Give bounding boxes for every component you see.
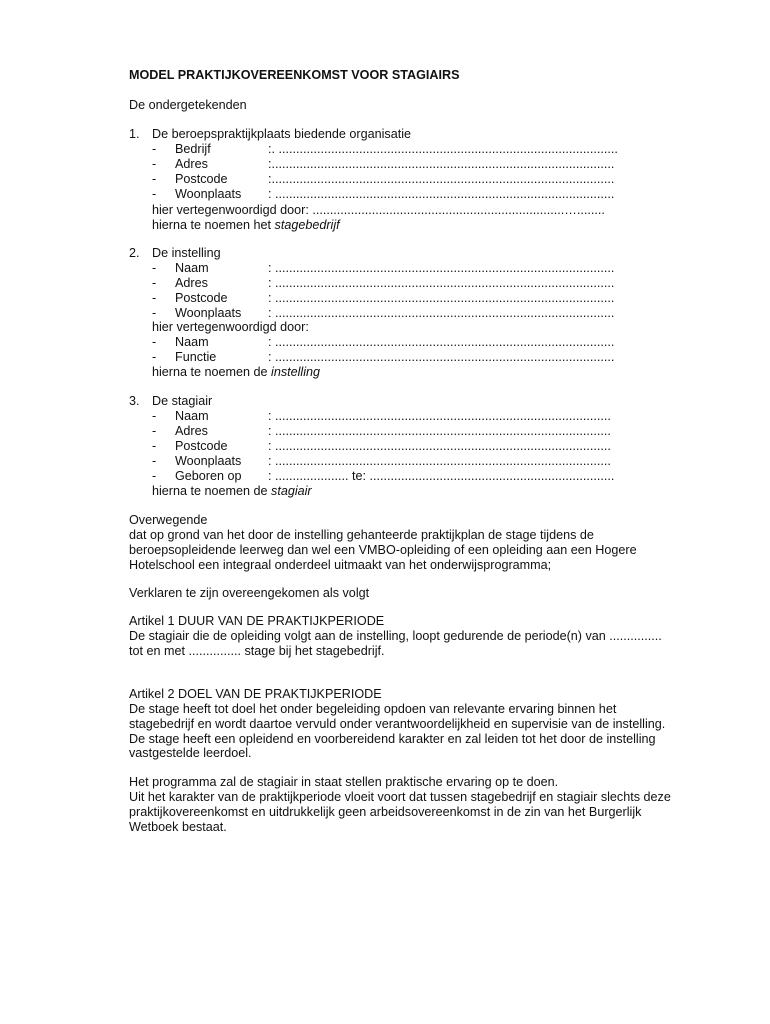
dash-bullet: - xyxy=(152,350,157,364)
field-label: Postcode xyxy=(175,439,228,453)
field-label: Postcode xyxy=(175,172,228,186)
dash-bullet: - xyxy=(152,157,157,171)
paragraph-line: De stagiair die de opleiding volgt aan de instelling, loopt gedurende de periode(n) van ............... xyxy=(129,629,662,643)
dash-bullet: - xyxy=(152,454,157,468)
field-fill-line: : ................................................................................................ xyxy=(268,454,611,468)
field-label: Naam xyxy=(175,335,209,349)
paragraph-line: Hotelschool een integraal onderdeel uitmaakt van het onderwijsprogramma; xyxy=(129,558,552,572)
paragraph-line: Wetboek bestaat. xyxy=(129,820,227,834)
field-fill-line: : ................................................................................................ xyxy=(268,439,611,453)
field-label: Postcode xyxy=(175,291,228,305)
dash-bullet: - xyxy=(152,187,157,201)
field-label: Functie xyxy=(175,350,217,364)
document-title: MODEL PRAKTIJKOVEREENKOMST VOOR STAGIAIRS xyxy=(129,68,460,82)
paragraph-line: Uit het karakter van de praktijkperiode vloeit voort dat tussen stagebedrijf en stagiair slechts deze xyxy=(129,790,671,804)
party-1-number: 1. xyxy=(129,127,140,141)
dash-bullet: - xyxy=(152,291,157,305)
field-fill-line: : ................................................................................................. xyxy=(268,261,615,275)
alias-term: stagiair xyxy=(271,484,312,498)
dash-bullet: - xyxy=(152,335,157,349)
dash-bullet: - xyxy=(152,172,157,186)
field-fill-line: : ................................................................................................. xyxy=(268,187,615,201)
field-label: Adres xyxy=(175,276,208,290)
alias-prefix: hierna te noemen het xyxy=(152,218,275,232)
field-label: Bedrijf xyxy=(175,142,211,156)
paragraph-line: stagebedrijf en wordt daartoe vervuld onder verantwoordelijkheid en supervisie van de instelling. xyxy=(129,717,666,731)
alias-line xyxy=(152,218,340,233)
paragraph-line: tot en met ............... stage bij het stagebedrijf. xyxy=(129,644,385,658)
paragraph-line: beroepsopleidende leerweg dan wel een VMBO-opleiding of een opleiding aan een Hogere xyxy=(129,543,637,557)
alias-line xyxy=(152,484,312,499)
field-label: Woonplaats xyxy=(175,187,242,201)
dash-bullet: - xyxy=(152,261,157,275)
field-fill-line: : ................................................................................................. xyxy=(268,350,615,364)
alias-prefix: hierna te noemen de xyxy=(152,484,272,498)
alias-term: instelling xyxy=(271,365,321,379)
artikel-2-heading: Artikel 2 DOEL VAN DE PRAKTIJKPERIODE xyxy=(129,687,382,701)
party-3-heading: De stagiair xyxy=(152,394,213,408)
representative-line: hier vertegenwoordigd door: xyxy=(152,320,309,334)
representative-line: hier vertegenwoordigd door: ........................................................................…........ xyxy=(152,203,605,217)
field-fill-line: : ..................... te: ...................................................................... xyxy=(268,469,615,483)
field-label: Woonplaats xyxy=(175,454,242,468)
intro-text: De ondergetekenden xyxy=(129,98,247,112)
paragraph-line: De stage heeft tot doel het onder begeleiding opdoen van relevante ervaring binnen het xyxy=(129,702,617,716)
party-1-heading: De beroepspraktijkplaats biedende organisatie xyxy=(152,127,412,141)
overwegende-heading: Overwegende xyxy=(129,513,208,527)
field-fill-line: : ................................................................................................. xyxy=(268,306,615,320)
field-label: Woonplaats xyxy=(175,306,242,320)
party-3-number: 3. xyxy=(129,394,140,408)
field-label: Naam xyxy=(175,409,209,423)
field-label: Geboren op xyxy=(175,469,242,483)
field-fill-line: :.................................................................................................. xyxy=(268,172,615,186)
dash-bullet: - xyxy=(152,469,157,483)
field-fill-line: : ................................................................................................ xyxy=(268,424,611,438)
alias-prefix: hierna te noemen de xyxy=(152,365,272,379)
field-fill-line: : ................................................................................................. xyxy=(268,291,615,305)
verklaren-text: Verklaren te zijn overeengekomen als volgt xyxy=(129,586,370,600)
field-fill-line: :.................................................................................................. xyxy=(268,157,615,171)
alias-term: stagebedrijf xyxy=(274,218,340,232)
paragraph-line: dat op grond van het door de instelling gehanteerde praktijkplan de stage tijdens de xyxy=(129,528,594,542)
artikel-1-heading: Artikel 1 DUUR VAN DE PRAKTIJKPERIODE xyxy=(129,614,385,628)
alias-line xyxy=(152,365,320,380)
dash-bullet: - xyxy=(152,276,157,290)
dash-bullet: - xyxy=(152,142,157,156)
dash-bullet: - xyxy=(152,439,157,453)
paragraph-line: De stage heeft een opleidend en voorbereidend karakter en zal leiden tot het door de instelling xyxy=(129,732,656,746)
dash-bullet: - xyxy=(152,424,157,438)
field-fill-line: : ................................................................................................. xyxy=(268,335,615,349)
dash-bullet: - xyxy=(152,306,157,320)
field-label: Adres xyxy=(175,157,208,171)
field-label: Adres xyxy=(175,424,208,438)
party-2-heading: De instelling xyxy=(152,246,221,260)
paragraph-line: praktijkovereenkomst en uitdrukkelijk geen arbeidsovereenkomst in de zin van het Burgerlijk xyxy=(129,805,642,819)
field-fill-line: :. ................................................................................................. xyxy=(268,142,618,156)
paragraph-line: vastgestelde leerdoel. xyxy=(129,746,252,760)
field-label: Naam xyxy=(175,261,209,275)
dash-bullet: - xyxy=(152,409,157,423)
field-fill-line: : ................................................................................................ xyxy=(268,409,611,423)
field-fill-line: : ................................................................................................. xyxy=(268,276,615,290)
party-2-number: 2. xyxy=(129,246,140,260)
paragraph-line: Het programma zal de stagiair in staat stellen praktische ervaring op te doen. xyxy=(129,775,559,789)
